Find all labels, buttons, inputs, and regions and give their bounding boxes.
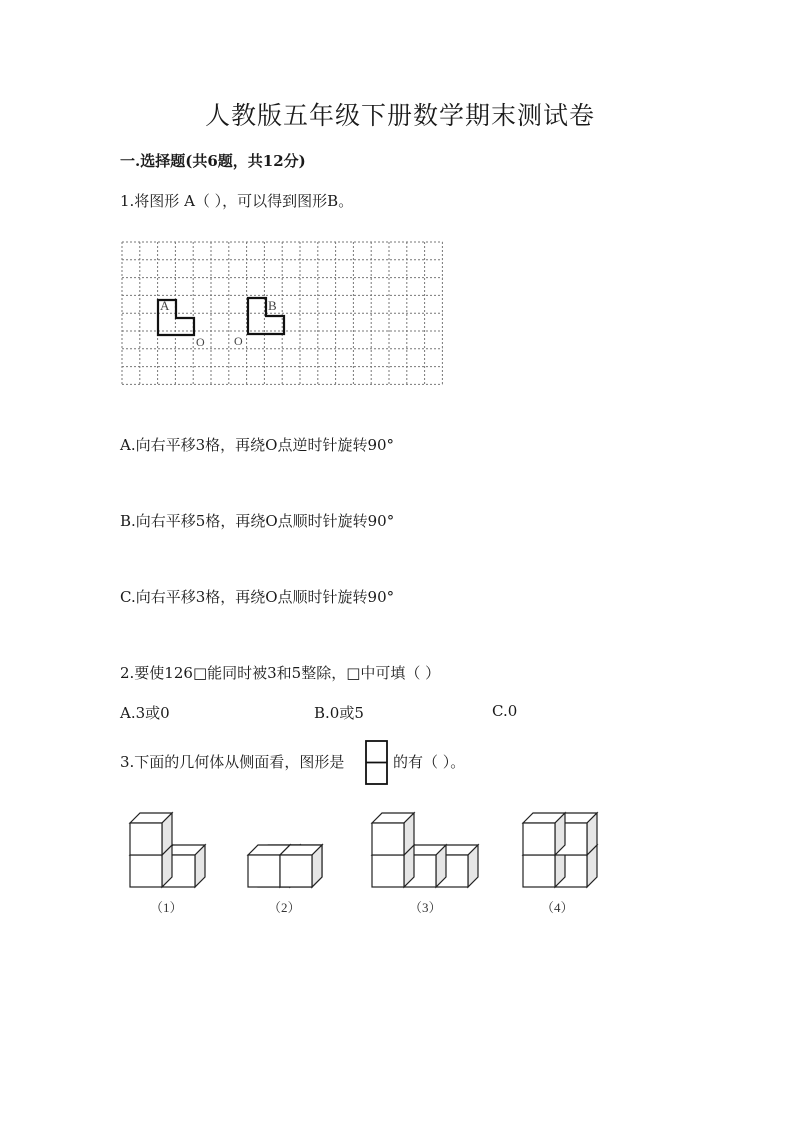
page-title: 人教版五年级下册数学期末测试卷 xyxy=(204,101,595,130)
dotted-grid xyxy=(122,242,442,384)
q1-option-c: C.向右平移3格，再绕O点顺时针旋转90° xyxy=(120,588,395,606)
side-view-icon xyxy=(364,739,390,787)
q2-option-b: B.0或5 xyxy=(314,704,364,722)
figure-label-2: （2） xyxy=(268,900,301,915)
shape-b xyxy=(248,298,284,334)
figure-label-3: （3） xyxy=(409,900,442,915)
question-3-stem-after: 的有（ ）。 xyxy=(393,753,466,771)
figure-label-4: （4） xyxy=(541,900,574,915)
q2-option-c: C.0 xyxy=(492,702,518,720)
point-o-label-a: O xyxy=(196,335,205,349)
question-2-stem: 2.要使126□能同时被3和5整除，□中可填（ ） xyxy=(120,664,441,682)
question-3-stem-before: 3.下面的几何体从侧面看，图形是 xyxy=(120,753,345,771)
q2-option-a: A.3或0 xyxy=(120,704,170,722)
cube-figure-1 xyxy=(130,813,205,887)
q1-option-a: A.向右平移3格，再绕O点逆时针旋转90° xyxy=(120,436,395,454)
shape-b-label: B xyxy=(268,298,277,313)
cube-figure-2 xyxy=(248,845,322,887)
shape-a-label: A xyxy=(160,298,170,313)
figure-label-1: （1） xyxy=(150,900,183,915)
question-1-stem: 1.将图形 A（ ），可以得到图形B。 xyxy=(120,192,354,210)
section-heading: 一.选择题(共6题，共12分) xyxy=(120,152,306,170)
cube-figure-3 xyxy=(372,813,478,887)
question-1-grid-figure xyxy=(110,230,455,400)
question-3-cube-figures xyxy=(120,800,620,925)
q1-option-b: B.向右平移5格，再绕O点顺时针旋转90° xyxy=(120,512,395,530)
cube-figure-4 xyxy=(523,813,597,887)
point-o-label-b: O xyxy=(234,334,243,348)
